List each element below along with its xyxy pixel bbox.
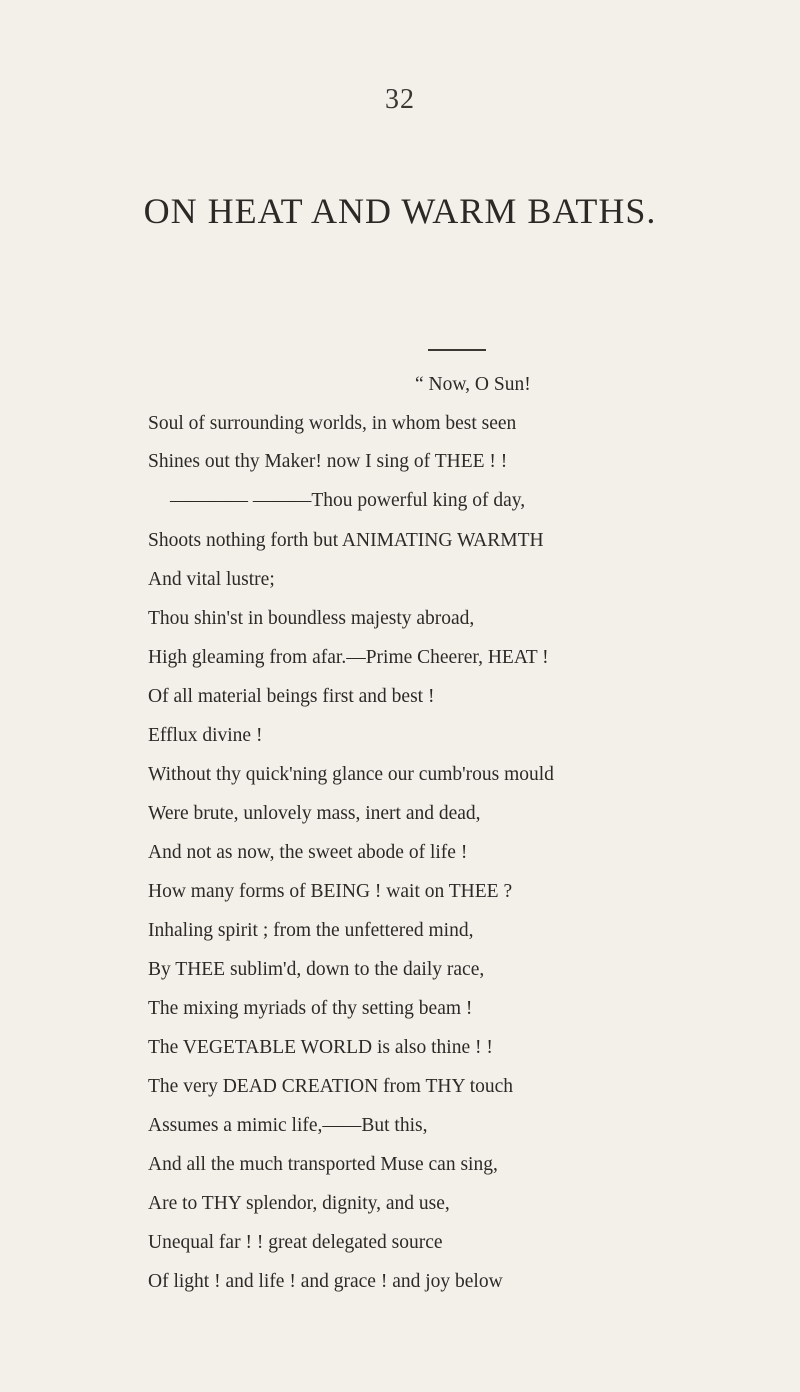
poem-line: Inhaling spirit ; from the unfettered mind, — [148, 920, 474, 941]
poem-line: Unequal far ! ! great delegated source — [148, 1232, 443, 1253]
poem-line: Soul of surrounding worlds, in whom best seen — [148, 413, 517, 434]
poem-line: And vital lustre; — [148, 569, 275, 590]
page-number: 32 — [385, 84, 415, 115]
poem-line: The very DEAD CREATION from THY touch — [148, 1076, 514, 1097]
poem-line: “ Now, O Sun! — [415, 374, 531, 395]
poem-line: Thou shin'st in boundless majesty abroad, — [148, 608, 475, 629]
poem-line: How many forms of BEING ! wait on THEE ? — [148, 881, 513, 902]
poem-line: And not as now, the sweet abode of life ! — [148, 842, 468, 863]
poem-line: Of light ! and life ! and grace ! and joy below — [148, 1271, 503, 1292]
poem-line: Assumes a mimic life,——But this, — [148, 1115, 428, 1136]
poem-line: Without thy quick'ning glance our cumb'rous mould — [148, 764, 554, 785]
poem-line: Of all material beings first and best ! — [148, 686, 435, 707]
poem-line: ———— ———Thou powerful king of day, — [170, 490, 526, 511]
poem-line: The mixing myriads of thy setting beam ! — [148, 998, 473, 1019]
poem-line: And all the much transported Muse can sing, — [148, 1154, 498, 1175]
poem-line: Shoots nothing forth but ANIMATING WARMTH — [148, 530, 544, 551]
poem-line: By THEE sublim'd, down to the daily race, — [148, 959, 485, 980]
poem-line: Shines out thy Maker! now I sing of THEE ! ! — [148, 451, 508, 472]
poem-line: The VEGETABLE WORLD is also thine ! ! — [148, 1037, 493, 1058]
poem-line: Were brute, unlovely mass, inert and dead, — [148, 803, 481, 824]
poem-line: Efflux divine ! — [148, 725, 263, 746]
poem-line: High gleaming from afar.—Prime Cheerer, HEAT ! — [148, 647, 549, 668]
chapter-title: ON HEAT AND WARM BATHS. — [143, 191, 657, 231]
poem-line: Are to THY splendor, dignity, and use, — [148, 1193, 450, 1214]
